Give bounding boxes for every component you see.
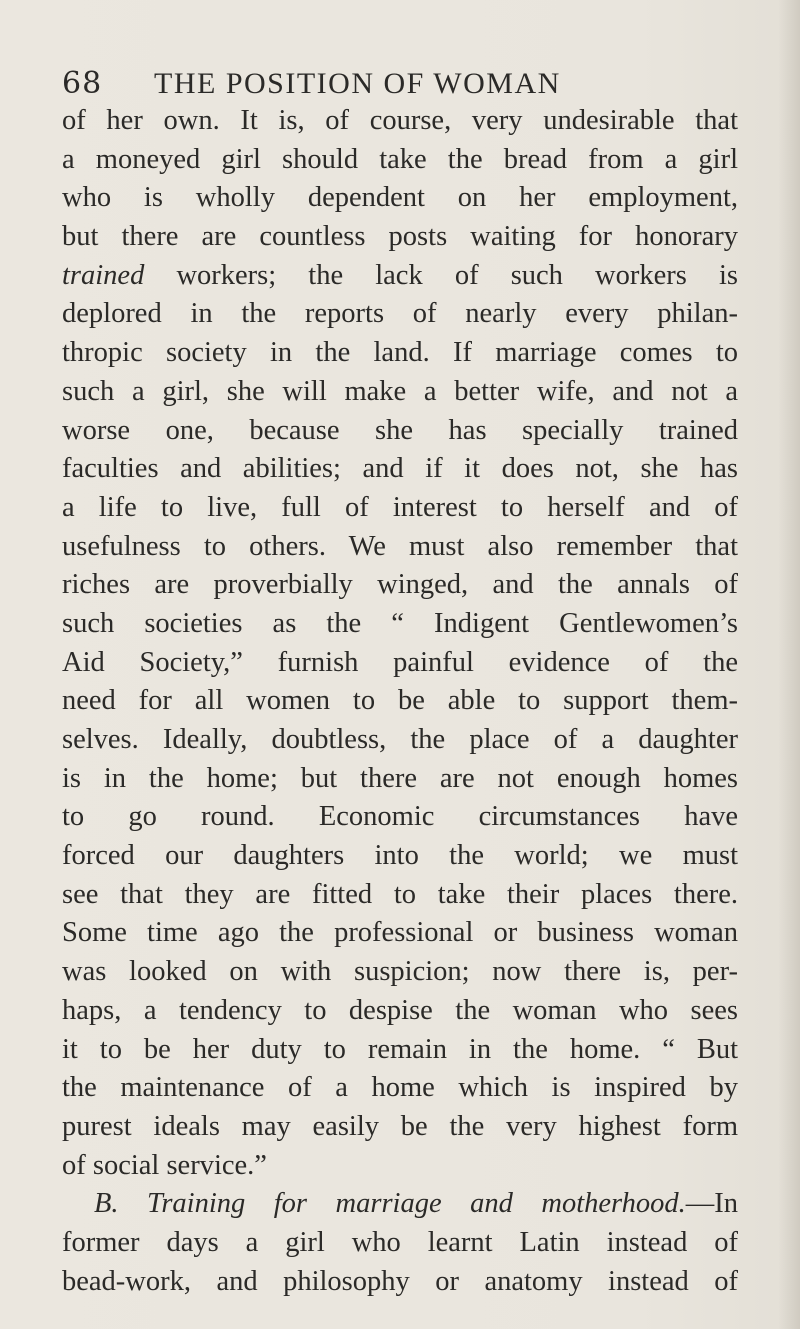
running-head: [62, 62, 742, 106]
text-line: of her own. It is, of course, very undesirable that: [62, 105, 738, 136]
paragraph-end-line: of social service.”: [62, 1149, 267, 1181]
text-line: deplored in the reports of nearly every philan-: [62, 298, 738, 330]
text-line: Some time ago the professional or business woman: [62, 917, 738, 949]
text-line: purest ideals may easily be the very highest form: [62, 1110, 738, 1142]
body-text: [62, 102, 738, 1301]
text-line: haps, a tendency to despise the woman who sees: [62, 994, 738, 1026]
text-line: such a girl, she will make a better wife, and not a: [62, 375, 738, 407]
text-line: faculties and abilities; and if it does not, she has: [62, 453, 738, 485]
italic-heading: B. Training for marriage and motherhood.: [94, 1188, 686, 1220]
text-line: Aid Society,” furnish painful evidence of the: [62, 646, 738, 678]
text-line: was looked on with suspicion; now there is, per-: [62, 956, 738, 988]
text-line: it to be her duty to remain in the home. “ But: [62, 1033, 738, 1065]
text-line: see that they are fitted to take their places there.: [62, 878, 738, 910]
text-line: a moneyed girl should take the bread from a girl: [62, 143, 738, 175]
running-title: THE POSITION OF WOMAN: [154, 67, 561, 100]
section-heading-line: B. Training for marriage and motherhood.—In: [94, 1188, 738, 1220]
text-line: former days a girl who learnt Latin instead of: [62, 1226, 738, 1258]
text-line: who is wholly dependent on her employment,: [62, 182, 738, 214]
text-line: bead-work, and philosophy or anatomy instead of: [62, 1265, 738, 1297]
text-line: to go round. Economic circumstances have: [62, 801, 738, 833]
text-line: thropic society in the land. If marriage comes to: [62, 337, 738, 369]
text-line: selves. Ideally, doubtless, the place of a daughter: [62, 724, 738, 755]
text-line: forced our daughters into the world; we must: [62, 840, 738, 872]
italic-word: trained: [62, 259, 145, 291]
text-line: worse one, because she has specially trained: [62, 414, 738, 446]
text-line: is in the home; but there are not enough homes: [62, 762, 738, 794]
text-line: the maintenance of a home which is inspired by: [62, 1072, 738, 1104]
text-line: need for all women to be able to support them-: [62, 685, 738, 717]
text-line: usefulness to others. We must also remember that: [62, 530, 738, 562]
page-number: 68: [62, 66, 103, 101]
text-line: but there are countless posts waiting for honorary: [62, 221, 738, 253]
page-edge-shadow: [778, 0, 800, 1329]
text-line: such societies as the “ Indigent Gentlewomen’s: [62, 607, 738, 639]
text-line: trained workers; the lack of such workers is: [62, 259, 738, 291]
text-line: a life to live, full of interest to herself and of: [62, 491, 738, 523]
text-line: riches are proverbially winged, and the annals of: [62, 569, 738, 601]
